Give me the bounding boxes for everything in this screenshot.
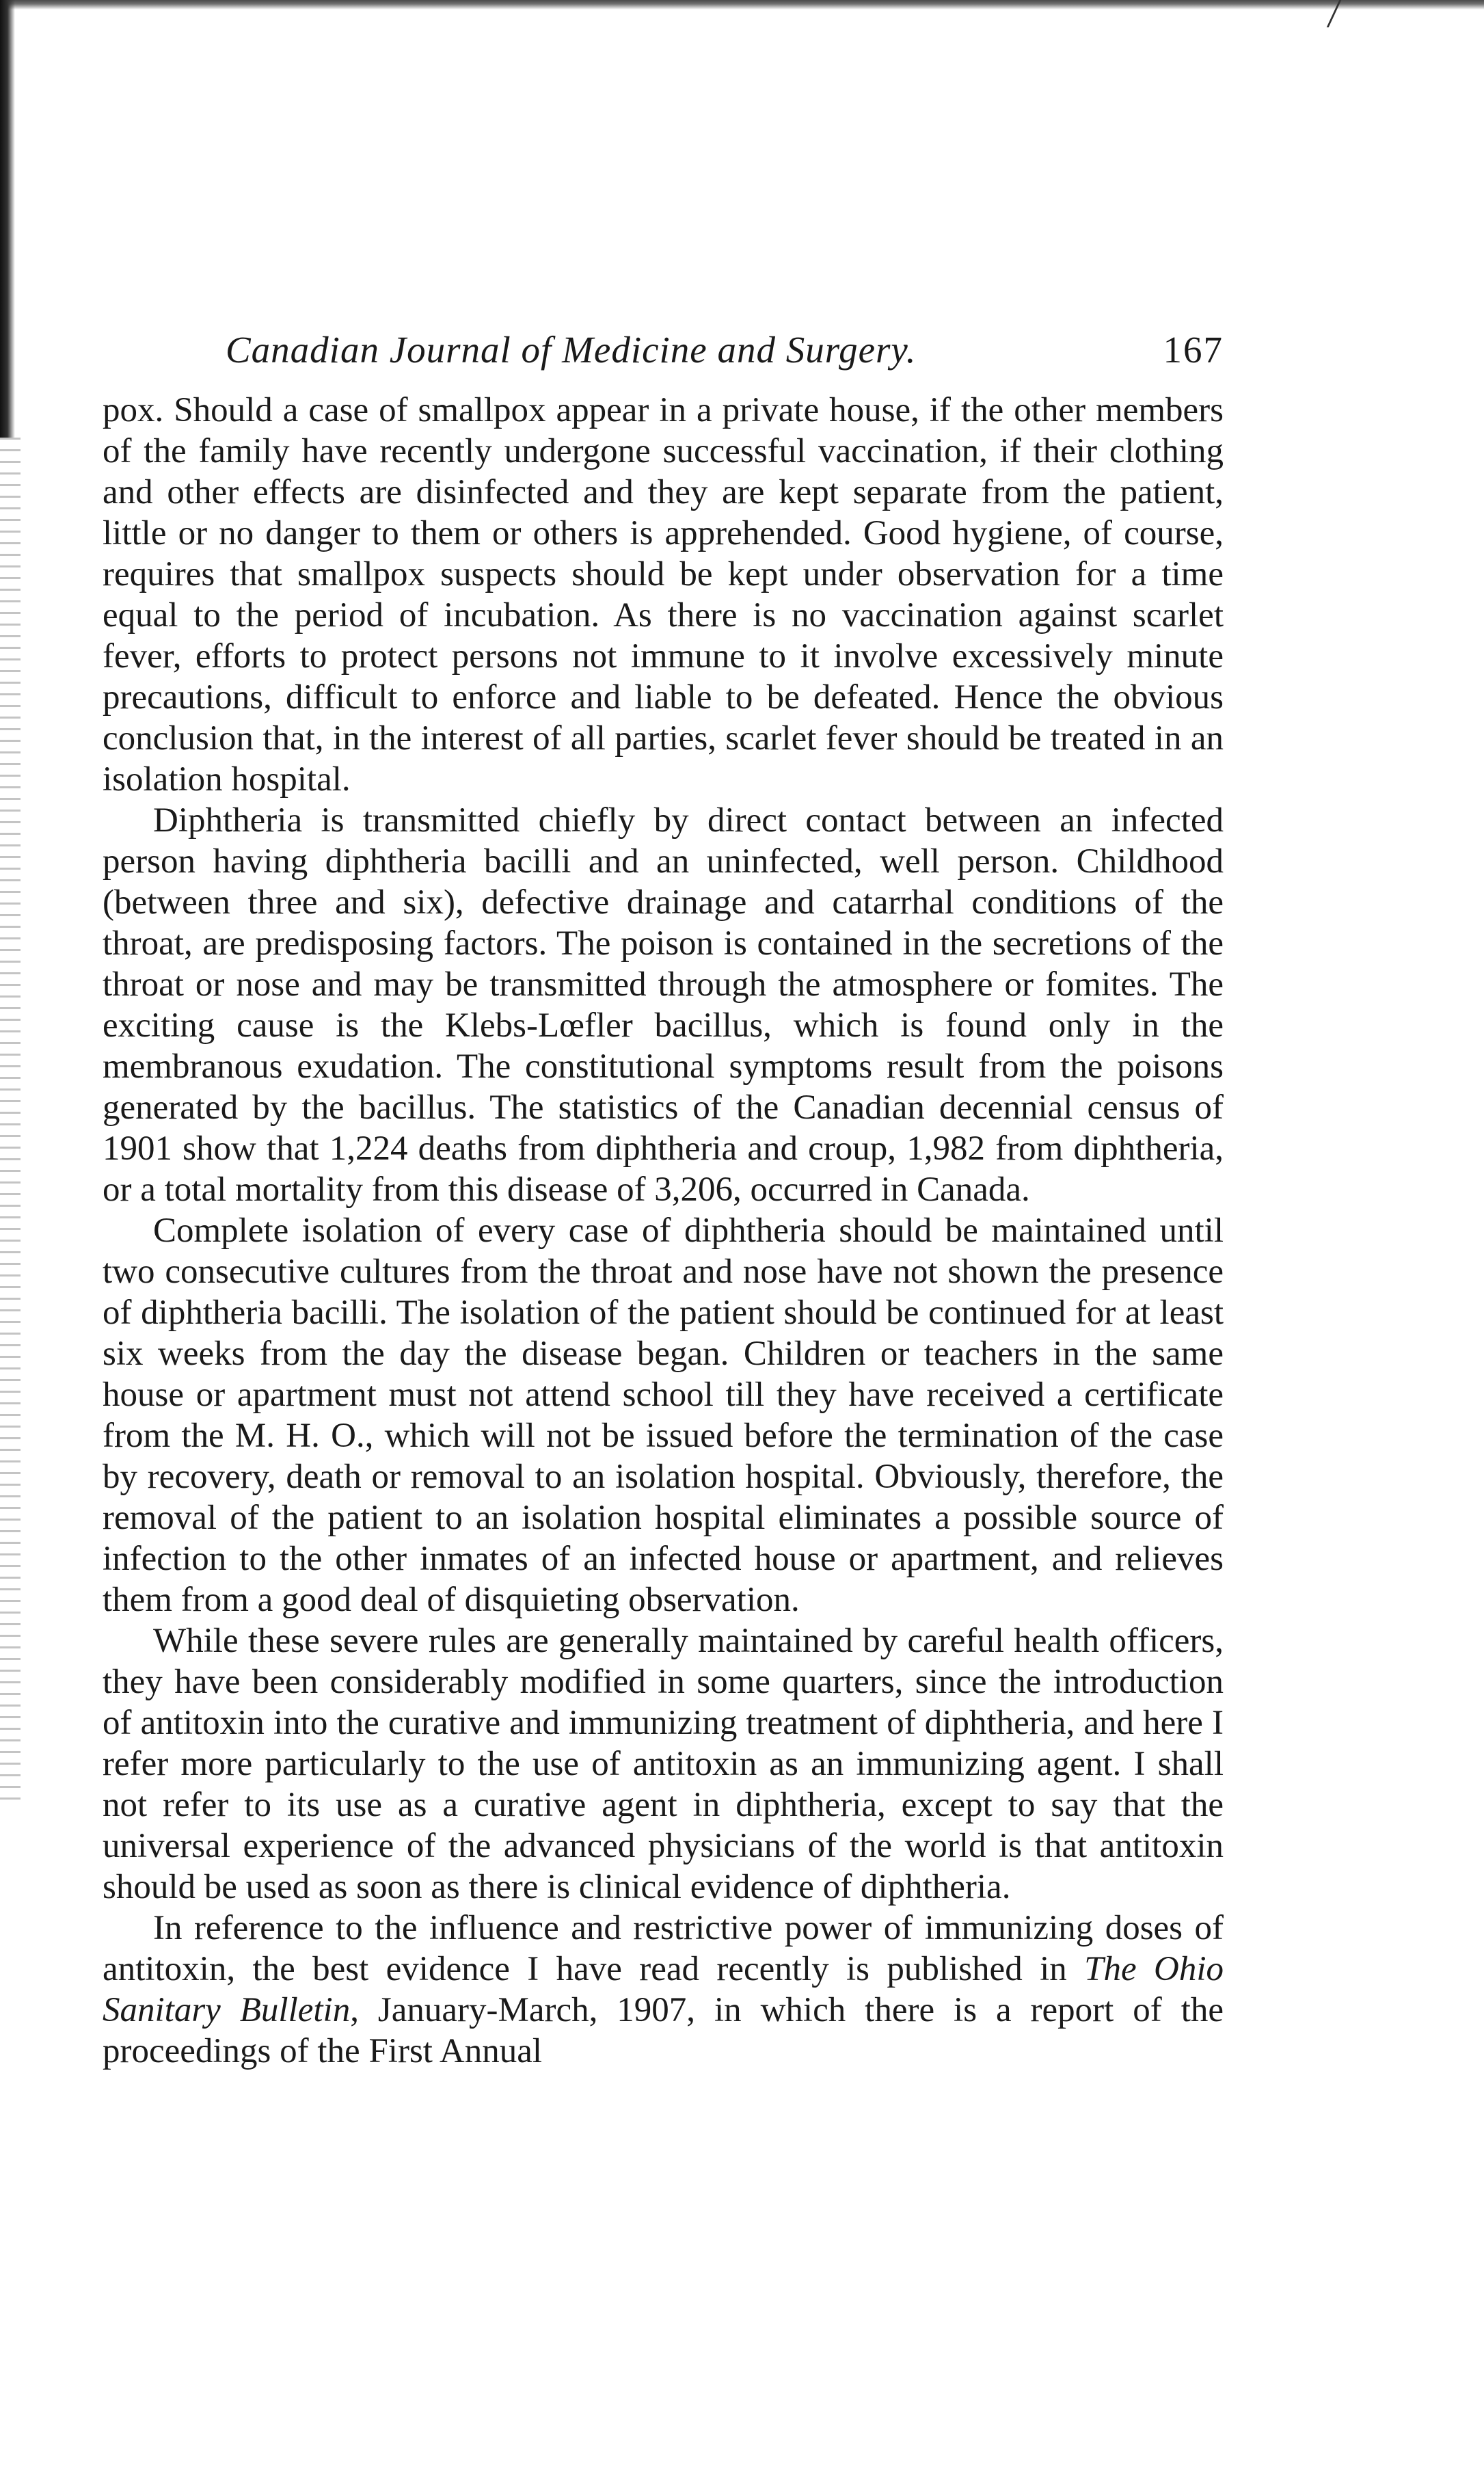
article-body <box>103 390 1224 2072</box>
publication-title: The Ohio Sanitary Bulletin <box>103 1950 1224 2029</box>
scan-top-edge <box>0 0 1484 10</box>
paragraph-diphtheria-transmission: Diphtheria is transmitted chiefly by direct contact between an infected person having diphtheria bacilli and an uninfected, well person. Childhood (between three and six), defective drainage and catarrhal conditions of the throat, are predisposing factors. The poison is contained in the secretions of the throat or nose and may be transmitted through the atmosphere or fomites. The exciting cause is the Klebs-Lœfler bacillus, which is found only in the membranous exudation. The constitutional symptoms result from the poisons generated by the bacillus. The statistics of the Canadian decennial census of 1901 show that 1,224 deaths from diphtheria and croup, 1,982 from diphtheria, or a total mortality from this disease of 3,206, occurred in Canada. <box>103 801 1224 1209</box>
scan-left-edge <box>0 0 15 438</box>
paragraph-immunizing-doses-continued: , January-March, 1907, in which there is a report of the proceedings of the First Annual <box>103 1991 1224 2070</box>
paragraph-diphtheria-isolation: Complete isolation of every case of diphtheria should be maintained until two consecutive cultures from the throat and nose have not shown the presence of diphtheria bacilli. The isolation of the patient should be continued for at least six weeks from the day the disease began. Children or teachers in the same house or apartment must not attend school till they have received a certificate from the M. H. O., which will not be issued before the termination of the case by recovery, death or removal to an isolation hospital. Obviously, therefore, the removal of the patient to an isolation hospital eliminates a possible source of infection to the other inmates of an infected house or apartment, and relieves them from a good deal of disquieting observation. <box>103 1212 1224 1619</box>
scan-left-speckle <box>0 438 21 1805</box>
page-number: 167 <box>1163 329 1224 371</box>
journal-page <box>103 315 1224 2072</box>
journal-title: Canadian Journal of Medicine and Surgery. <box>226 329 917 371</box>
paragraph-smallpox-scarlet-fever: pox. Should a case of smallpox appear in a private house, if the other members of the family have recently undergone successful vaccination, if their clothing and other effects are disinfected and they are kept separate from the patient, little or no danger to them or others is apprehended. Good hygiene, of course, requires that smallpox suspects should be kept under observation for a time equal to the period of incubation. As there is no vaccination against scarlet fever, efforts to protect persons not immune to it involve excessively minute precautions, difficult to enforce and liable to be defeated. Hence the obvious conclusion that, in the interest of all parties, scarlet fever should be treated in an isolation hospital. <box>103 391 1224 799</box>
paragraph-immunizing-doses <box>103 1908 1224 2072</box>
paragraph-immunizing-doses-text: In reference to the influence and restrictive power of immunizing doses of antitoxin, the best evidence I have read recently is published in <box>103 1909 1224 1988</box>
paragraph-antitoxin-rules: While these severe rules are generally maintained by careful health officers, they have been considerably modified in some quarters, since the introduction of antitoxin into the curative and immunizing treatment of diphtheria, and here I refer more particularly to the use of antitoxin as an immunizing agent. I shall not refer to its use as a curative agent in diphtheria, except to say that the universal experience of the advanced physicians of the world is that antitoxin should be used as soon as there is clinical evidence of diphtheria. <box>103 1622 1224 1906</box>
running-head <box>103 315 1224 376</box>
